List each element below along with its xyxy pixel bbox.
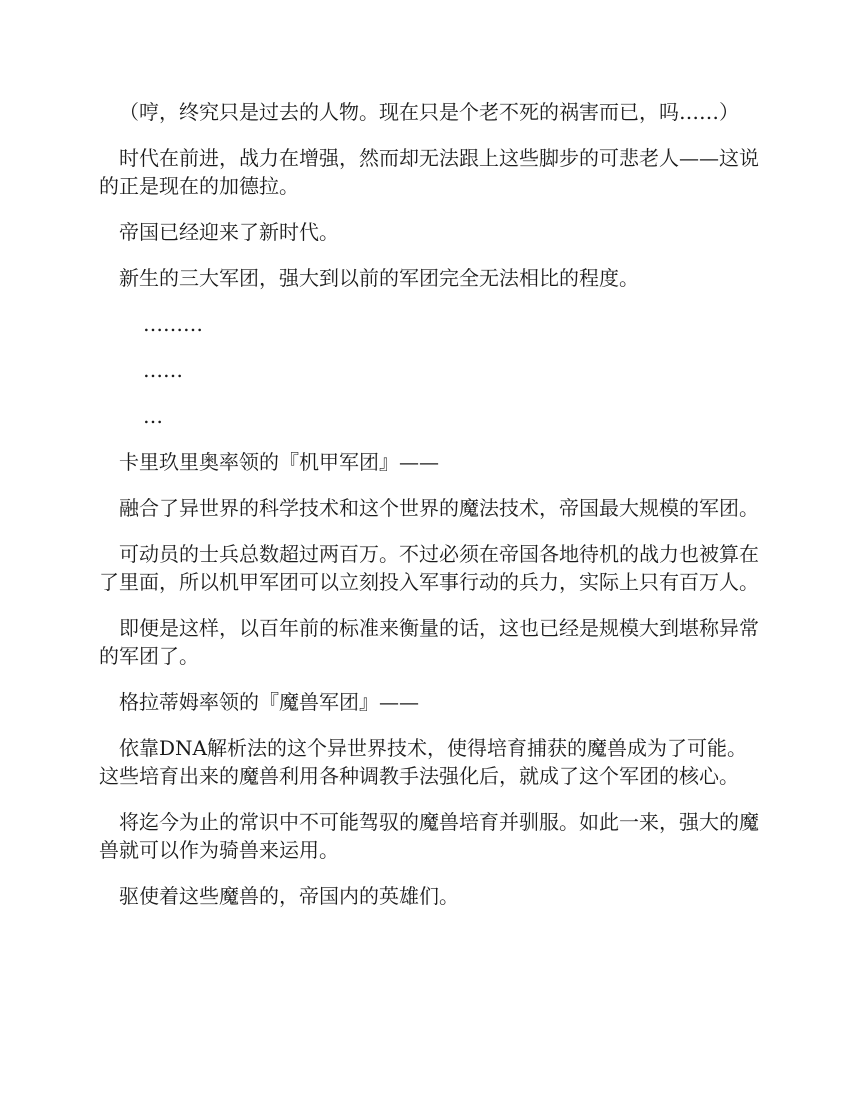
paragraph-beast-legion-heroes: 驱使着这些魔兽的，帝国内的英雄们。 — [119, 884, 459, 908]
paragraph-2: 时代在前进，战力在增强，然而却无法跟上这些脚步的可悲老人——这说的正是现在的加德拉。 — [99, 146, 759, 198]
paragraph-1: （哼，终究只是过去的人物。现在只是个老不死的祸害而已，吗……） — [119, 100, 739, 124]
paragraph-mech-legion-desc: 融合了异世界的科学技术和这个世界的魔法技术，帝国最大规模的军团。 — [119, 496, 759, 520]
paragraph-4: 新生的三大军团，强大到以前的军团完全无法相比的程度。 — [119, 266, 639, 290]
body-text — [99, 98, 759, 928]
paragraph-3: 帝国已经迎来了新时代。 — [119, 220, 339, 244]
ellipsis-line-1: ……… — [143, 312, 203, 336]
paragraph-beast-legion-desc: 依靠DNA解析法的这个异世界技术，使得培育捕获的魔兽成为了可能。这些培育出来的魔兽利用各种调教手法强化后，就成了这个军团的核心。 — [99, 736, 747, 788]
ellipsis-line-2: …… — [143, 358, 183, 382]
paragraph-mech-legion-heading: 卡里玖里奥率领的『机甲军团』—— — [119, 450, 439, 474]
paragraph-mech-legion-size: 可动员的士兵总数超过两百万。不过必须在帝国各地待机的战力也被算在了里面，所以机甲军团可以立刻投入军事行动的兵力，实际上只有百万人。 — [99, 542, 759, 594]
ellipsis-line-3: … — [143, 404, 163, 428]
paragraph-beast-legion-heading: 格拉蒂姆率领的『魔兽军团』—— — [119, 690, 419, 714]
paragraph-beast-legion-taming: 将迄今为止的常识中不可能驾驭的魔兽培育并驯服。如此一来，强大的魔兽就可以作为骑兽来运用。 — [99, 810, 759, 862]
paragraph-mech-legion-scale: 即便是这样，以百年前的标准来衡量的话，这也已经是规模大到堪称异常的军团了。 — [99, 616, 759, 668]
